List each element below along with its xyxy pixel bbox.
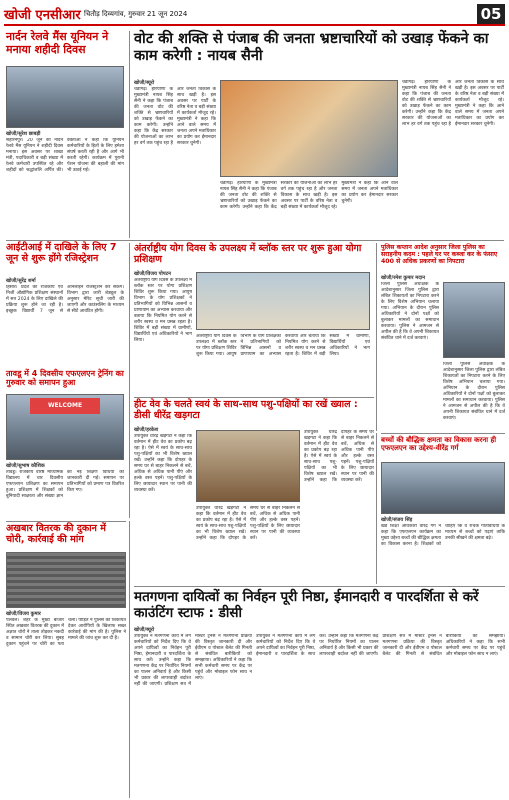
- lead-photo: [220, 80, 398, 177]
- shop-byline: खोजी/विजय कुमार: [6, 611, 41, 617]
- heat-body-continued: उपायुक्त धीरेंद्र खड़गटा ने कहा कि वर्तमान में हीट वेव का प्रकोप बढ़ रहा है। ऐसे में स्वयं के साथ-साथ पशु-पक्षियों का भी विशेष ख्याल रखें। उन्होंने कहा कि दोपहर के समय घर से बाहर निकलने से बचें, अधिक से अधिक पानी पीएं और हल्के वस्त्र पहनें। पशु-पक्षियों के लिए छायादार स्थान पर पानी की व्यवस्था करें।: [196, 506, 300, 541]
- heat-photo: [196, 430, 300, 502]
- column-rule: [129, 31, 130, 238]
- heat-body: उपायुक्त धीरेंद्र खड़गटा ने कहा कि वर्तमान में हीट वेव का प्रकोप बढ़ रहा है। ऐसे में स्वयं के साथ-साथ पशु-पक्षियों का भी विशेष ख्याल रखें। उन्होंने कहा कि दोपहर के समय घर से बाहर निकलने से बचें, अधिक से अधिक पानी पीएं और हल्के वस्त्र पहनें। पशु-पक्षियों के लिए छायादार स्थान पर पानी की व्यवस्था करें।: [134, 434, 192, 493]
- bottom-byline: खोजी/ब्यूरो: [134, 627, 155, 633]
- yoga-photo: [196, 272, 370, 330]
- rail-body: सहारनपुर। 20 जून को नार्दन रेलवे मैंस यूनियन ने शहीदी दिवस मनाया। इस अवसर पर शाखा मंत्री, पदाधिकारी व बड़ी संख्या में रेलवे कर्मचारी उपस्थित रहे और शहीदों को श्रद्धांजलि अर्पित की। वक्ताओं ने कहा कि यूनियन कर्मचारियों के हितों के लिए हमेशा संघर्ष करती रही है और आगे भी करती रहेगी। कार्यक्रम में पुरानी पेंशन योजना की बहाली की मांग भी उठाई गई।: [6, 138, 124, 173]
- issue-date: चितौड़ दिव्यगांव, गुरुवार 21 जून 2024: [84, 9, 188, 18]
- masthead: [4, 4, 505, 26]
- bottom-body-continued: उपायुक्त ने मतगणना कार्य में लगे कर्मचारियों को निर्देश दिए कि वे अपने दायित्वों का निर्वहन पूरी निष्ठा, ईमानदारी व पारदर्शिता के साथ करें। उन्होंने कहा कि मतगणना केंद्र पर निर्धारित नियमों का पालन अनिवार्य है और किसी भी प्रकार की लापरवाही बर्दाश्त नहीं की जाएगी। प्रशिक्षण सत्र में मास्टर ट्रेनर्स ने मतगणना प्रक्रिया की विस्तृत जानकारी दी और ईवीएम व पोस्टल बैलेट की गिनती से संबंधित बारीकियों को समझाया। अधिकारियों ने कहा कि सभी कर्मचारी समय पर केंद्र पर पहुंचें और मोबाइल फोन साथ न लाएं।: [256, 634, 505, 657]
- fln-byline: खोजी/संजय सिंह: [381, 517, 413, 523]
- lead-body: चंडीगढ़। हरियाणा के मुख्यमंत्री नायब सिंह सैनी ने कहा कि पंजाब की जनता वोट की शक्ति से भ्रष्टाचारियों को उखाड़ फेंकने का काम करेगी। उन्होंने कहा कि केंद्र सरकार की योजनाओं का लाभ हर वर्ग तक पहुंच रहा है और जनता विकास के साथ खड़ी है। इस अवसर पर पार्टी के वरिष्ठ नेता व बड़ी संख्या में कार्यकर्ता मौजूद रहे। मुख्यमंत्री ने कहा कि आने वाले समय में जनता अपने मताधिकार का प्रयोग कर ईमानदार सरकार चुनेगी।: [134, 87, 216, 146]
- police-body: जिला पुलिस अधीक्षक के आदेशानुसार जिला पुलिस द्वारा लंबित शिकायतों का निपटारा करने के लिए विशेष अभियान चलाया गया। अभियान के दौरान पुलिस अधिकारियों ने दोनों पक्षों को बुलाकर मामलों का समाधान करवाया। पुलिस ने आमजन से अपील की है कि वे अपनी शिकायत संबंधित थाने में दर्ज करवाएं।: [381, 282, 439, 341]
- rail-headline: नार्दन रेलवे मैंस यूनियन ने मनाया शहीदी दिवस: [6, 30, 109, 56]
- training-byline: खोजी/सुभाष कौशिक: [6, 463, 45, 469]
- rail-photo: [6, 66, 124, 128]
- section-rule: [6, 521, 126, 522]
- column-rule: [376, 243, 377, 431]
- heat-body-side: उपायुक्त धीरेंद्र खड़गटा ने कहा कि वर्तमान में हीट वेव का प्रकोप बढ़ रहा है। ऐसे में स्वयं के साथ-साथ पशु-पक्षियों का भी विशेष ख्याल रखें। उन्होंने कहा कि दोपहर के समय घर से बाहर निकलने से बचें, अधिक से अधिक पानी पीएं और हल्के वस्त्र पहनें। पशु-पक्षियों के लिए छायादार स्थान पर पानी की व्यवस्था करें।: [304, 430, 374, 483]
- welcome-banner: WELCOME: [30, 398, 100, 414]
- fln-photo: [381, 462, 505, 514]
- fln-body: खंड शिक्षा अधिकारी वीरेंद्र गर्ग ने कहा कि एफएलएन कार्यक्रम का मुख्य उद्देश्य बच्चों की बौद्धिक क्षमता का विकास करना है। शिक्षकों को चाहिए कि वे रोचक गतिविधियों के माध्यम से बच्चों को पढ़ाएं ताकि उनकी सीखने की क्षमता बढ़े।: [381, 524, 505, 547]
- shop-photo: [6, 552, 126, 608]
- rail-byline: खोजी/सुरेश छाबड़ी: [6, 131, 41, 137]
- iti-body: हिसार। प्रदेश की राजकीय एवं निजी औद्योगिक प्रशिक्षण संस्थानों में सत्र 2024 के लिए दाखिले की प्रक्रिया शुरू होने जा रही है। इच्छुक विद्यार्थी 7 जून से ऑनलाइन रजिस्ट्रेशन कर सकेंगे। विभाग द्वारा जारी शेड्यूल के अनुसार मेरिट सूची जारी की जाएगी और काउंसलिंग के माध्यम से सीटें आवंटित होंगी।: [6, 285, 124, 314]
- section-rule: [134, 397, 374, 398]
- heat-headline: हीट वेव के चलते स्वयं के साथ-साथ पशु-पक्षियों का रखें ख्याल : डीसी धीरेंद्र खड़गटा: [134, 399, 358, 421]
- iti-headline: आईटीआई में दाखिले के लिए 7 जून से शुरू होंगे रजिस्ट्रेशन: [6, 242, 117, 264]
- heat-byline: खोजी/हरकेश: [134, 427, 159, 433]
- column-rule: [129, 243, 130, 518]
- page-number: 05: [477, 4, 505, 24]
- shop-headline: अखबार वितरक की दुकान में चोरी, कार्रवाई की मांग: [6, 523, 106, 545]
- police-body-continued: जिला पुलिस अधीक्षक के आदेशानुसार जिला पुलिस द्वारा लंबित शिकायतों का निपटारा करने के लिए विशेष अभियान चलाया गया। अभियान के दौरान पुलिस अधिकारियों ने दोनों पक्षों को बुलाकर मामलों का समाधान करवाया। पुलिस ने आमजन से अपील की है कि वे अपनी शिकायत संबंधित थाने में दर्ज करवाएं।: [443, 362, 505, 421]
- section-rule: [381, 433, 505, 434]
- lead-headline: वोट की शक्ति से पंजाब की जनता भ्रष्टाचारियों को उखाड़ फेंकने का काम करेगी : नायब सैनी: [134, 31, 489, 64]
- training-body: तावडू। राजकीय वरिष्ठ माध्यमिक विद्यालय में चार दिवसीय एफएलएन प्रशिक्षण का समापन हुआ। प्रशिक्षण में शिक्षकों को बुनियादी साक्षरता और संख्या ज्ञान की नई शिक्षण विधियों की जानकारी दी गई। समापन पर प्रतिभागियों को प्रमाण पत्र वितरित किए गए।: [6, 470, 124, 499]
- shop-body: पलवल। शहर के मुख्य बाजार स्थित अखबार वितरक की दुकान में अज्ञात चोरों ने ताला तोड़कर नकदी व सामान चोरी कर लिया। सुबह दुकान पहुंचने पर चोरी का पता चला। पीड़ित ने पुलिस को शिकायत देकर आरोपियों के खिलाफ सख्त कार्रवाई की मांग की है। पुलिस ने मामले की जांच शुरू कर दी है।: [6, 618, 126, 647]
- yoga-body-continued: अंतर्राष्ट्रीय योग दिवस के उपलक्ष्य में ब्लॉक स्तर पर योगा प्रशिक्षण शिविर शुरू किया गया। आयुष विभाग के योग प्रशिक्षकों ने प्रतिभागियों को विभिन्न आसनों व प्राणायाम का अभ्यास करवाया और बताया कि नियमित योग करने से शरीर स्वस्थ व मन प्रसन्न रहता है। शिविर में बड़ी संख्या में ग्रामीणों, विद्यार्थियों एवं अधिकारियों ने भाग लिया।: [196, 334, 370, 357]
- iti-byline: खोजी/सुरेंद्र शर्मा: [6, 278, 36, 284]
- police-photo: [443, 282, 505, 358]
- fln-headline: बच्चों की बौद्धिक क्षमता का विकास करना ही एफएलएन का उद्देश्य-वीरेंद्र गर्ग: [381, 436, 497, 453]
- training-headline: तावडू में 4 दिवसीय एफएलएन ट्रेनिंग का गुरुवार को समापन हुआ: [6, 369, 124, 388]
- section-rule: [134, 586, 505, 587]
- lead-byline: खोजी/ब्यूरो: [134, 80, 155, 86]
- newspaper-name: खोजी एनसीआर: [4, 8, 81, 23]
- yoga-byline: खोजी/विजय पोपटन: [134, 271, 171, 277]
- column-rule: [376, 433, 377, 584]
- column-rule: [129, 521, 130, 798]
- bottom-body: उपायुक्त ने मतगणना कार्य में लगे कर्मचारियों को निर्देश दिए कि वे अपने दायित्वों का निर्वहन पूरी निष्ठा, ईमानदारी व पारदर्शिता के साथ करें। उन्होंने कहा कि मतगणना केंद्र पर निर्धारित नियमों का पालन अनिवार्य है और किसी भी प्रकार की लापरवाही बर्दाश्त नहीं की जाएगी। प्रशिक्षण सत्र में मास्टर ट्रेनर्स ने मतगणना प्रक्रिया की विस्तृत जानकारी दी और ईवीएम व पोस्टल बैलेट की गिनती से संबंधित बारीकियों को समझाया। अधिकारियों ने कहा कि सभी कर्मचारी समय पर केंद्र पर पहुंचें और मोबाइल फोन साथ न लाएं।: [134, 634, 252, 687]
- bottom-headline: मतगणना दायित्वों का निर्वहन पूरी निष्ठा, ईमानदारी व पारदर्शिता से करें काउंटिंग स्टाफ : डीसी: [134, 589, 479, 621]
- police-byline: खोजी/रमेश कुमार मदान: [381, 275, 426, 281]
- lead-body-continued: चंडीगढ़। हरियाणा के मुख्यमंत्री नायब सिंह सैनी ने कहा कि पंजाब की जनता वोट की शक्ति से भ्रष्टाचारियों को उखाड़ फेंकने का काम करेगी। उन्होंने कहा कि केंद्र सरकार की योजनाओं का लाभ हर वर्ग तक पहुंच रहा है और जनता विकास के साथ खड़ी है। इस अवसर पर पार्टी के वरिष्ठ नेता व बड़ी संख्या में कार्यकर्ता मौजूद रहे। मुख्यमंत्री ने कहा कि आने वाले समय में जनता अपने मताधिकार का प्रयोग कर ईमानदार सरकार चुनेगी।: [220, 181, 398, 210]
- yoga-body: अंतर्राष्ट्रीय योग दिवस के उपलक्ष्य में ब्लॉक स्तर पर योगा प्रशिक्षण शिविर शुरू किया गया। आयुष विभाग के योग प्रशिक्षकों ने प्रतिभागियों को विभिन्न आसनों व प्राणायाम का अभ्यास करवाया और बताया कि नियमित योग करने से शरीर स्वस्थ व मन प्रसन्न रहता है। शिविर में बड़ी संख्या में ग्रामीणों, विद्यार्थियों एवं अधिकारियों ने भाग लिया।: [134, 278, 192, 343]
- police-headline: पुलिस कप्तान आदेश अनुसार जिला पुलिस का सराहनीय कदम : पहले घर पर कब्जा कर के फंसाए 400 से अधिक प्रकरणों का निपटारा: [381, 244, 498, 266]
- yoga-headline: अंतर्राष्ट्रीय योग दिवस के उपलक्ष्य में ब्लॉक स्तर पर शुरू हुआ योगा प्रशिक्षण: [134, 243, 362, 265]
- section-rule: [6, 240, 504, 241]
- lead-body-side: चंडीगढ़। हरियाणा के मुख्यमंत्री नायब सिंह सैनी ने कहा कि पंजाब की जनता वोट की शक्ति से भ्रष्टाचारियों को उखाड़ फेंकने का काम करेगी। उन्होंने कहा कि केंद्र सरकार की योजनाओं का लाभ हर वर्ग तक पहुंच रहा है और जनता विकास के साथ खड़ी है। इस अवसर पर पार्टी के वरिष्ठ नेता व बड़ी संख्या में कार्यकर्ता मौजूद रहे। मुख्यमंत्री ने कहा कि आने वाले समय में जनता अपने मताधिकार का प्रयोग कर ईमानदार सरकार चुनेगी।: [402, 80, 504, 127]
